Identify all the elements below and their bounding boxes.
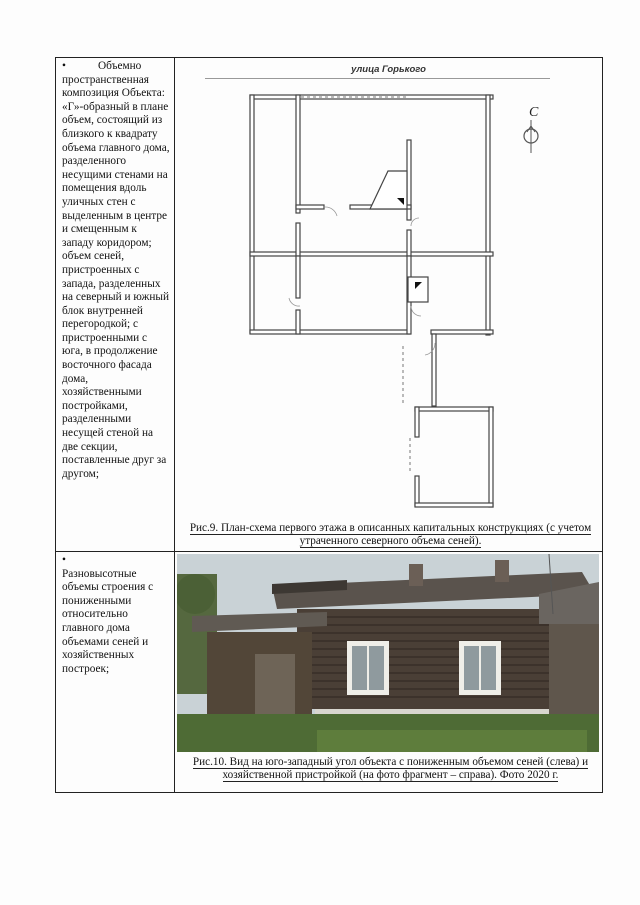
figure-cell xyxy=(175,552,603,793)
ext-wall-1 xyxy=(432,334,436,406)
east-wall xyxy=(486,95,490,335)
figure-10-caption-text: Рис.10. Вид на юго-западный угол объекта с пониженным объемом сеней (слева) и хозяйственной пристройкой (на фото фрагмент – справа). Фото 2020 г. xyxy=(192,756,589,781)
figure-10-caption xyxy=(185,756,596,782)
bullet-marker: • xyxy=(62,554,66,566)
ext-wall-bottom xyxy=(415,503,493,507)
figure-9-caption-text: Рис.9. План-схема первого этажа в описанных капитальных конструкциях (с учетом утраченного северного объема сеней). xyxy=(189,522,592,547)
figure-9-caption xyxy=(185,522,596,548)
chimney xyxy=(495,560,509,582)
middle-wall xyxy=(250,252,493,256)
stub-1 xyxy=(296,205,324,209)
north-wall xyxy=(250,95,493,99)
inner-wall-1 xyxy=(296,95,300,213)
inner-wall-4 xyxy=(296,310,300,334)
ext-wall-right xyxy=(489,407,493,507)
photo-figure xyxy=(175,552,602,792)
inner-wall-2 xyxy=(296,223,300,256)
composition-description: Объемно пространственная композиция Объекта: «Г»-образный в плане объем, состоящий из близкого к квадрату объема главного дома, разделенного несущими стенами на помещения вдоль уличных стен с выделенным в центре и смещенным к западу коридором; объем сеней, пристроенных с запада, разделенных на северный и южный блок внутренней перегородкой; с пристроенными с юга, в продолжение восточного фасада дома, хозяйственными постройками, разделенными несущей стеной на две секции, поставленные друг за другом; xyxy=(62,60,170,480)
compass-icon xyxy=(524,105,539,153)
stove-upper xyxy=(370,171,407,209)
ext-wall-left-lower xyxy=(415,476,419,506)
description-table xyxy=(55,57,603,793)
description-cell xyxy=(56,552,175,793)
inner-wall-3 xyxy=(296,256,300,298)
floor-plan-drawing xyxy=(175,58,602,551)
compass-letter: С xyxy=(529,105,539,120)
table-row xyxy=(56,58,603,552)
outbuilding xyxy=(549,624,599,729)
stove-lower xyxy=(408,277,428,302)
west-wall xyxy=(250,95,254,333)
heights-description: Разновысотные объемы строения с пониженными относительно главного дома объемами сеней и хозяйственных построек; xyxy=(62,567,154,675)
building-photo xyxy=(177,554,599,752)
ext-wall-top xyxy=(415,407,493,411)
figure-cell xyxy=(175,58,603,552)
corridor-wall-mid xyxy=(407,230,411,256)
lost-volume-lines xyxy=(301,97,410,474)
south-wall-east xyxy=(431,330,493,334)
description-text xyxy=(56,58,174,483)
description-cell xyxy=(56,58,175,552)
ext-wall-left-upper xyxy=(415,407,419,437)
floor-plan-figure xyxy=(175,58,602,551)
bullet-marker: • xyxy=(62,60,66,72)
plan-walls xyxy=(250,95,493,507)
south-wall-west xyxy=(250,330,410,334)
street-label: улица Горького xyxy=(351,64,426,75)
description-text xyxy=(56,552,174,678)
chimney xyxy=(409,564,423,586)
table-row xyxy=(56,552,603,793)
